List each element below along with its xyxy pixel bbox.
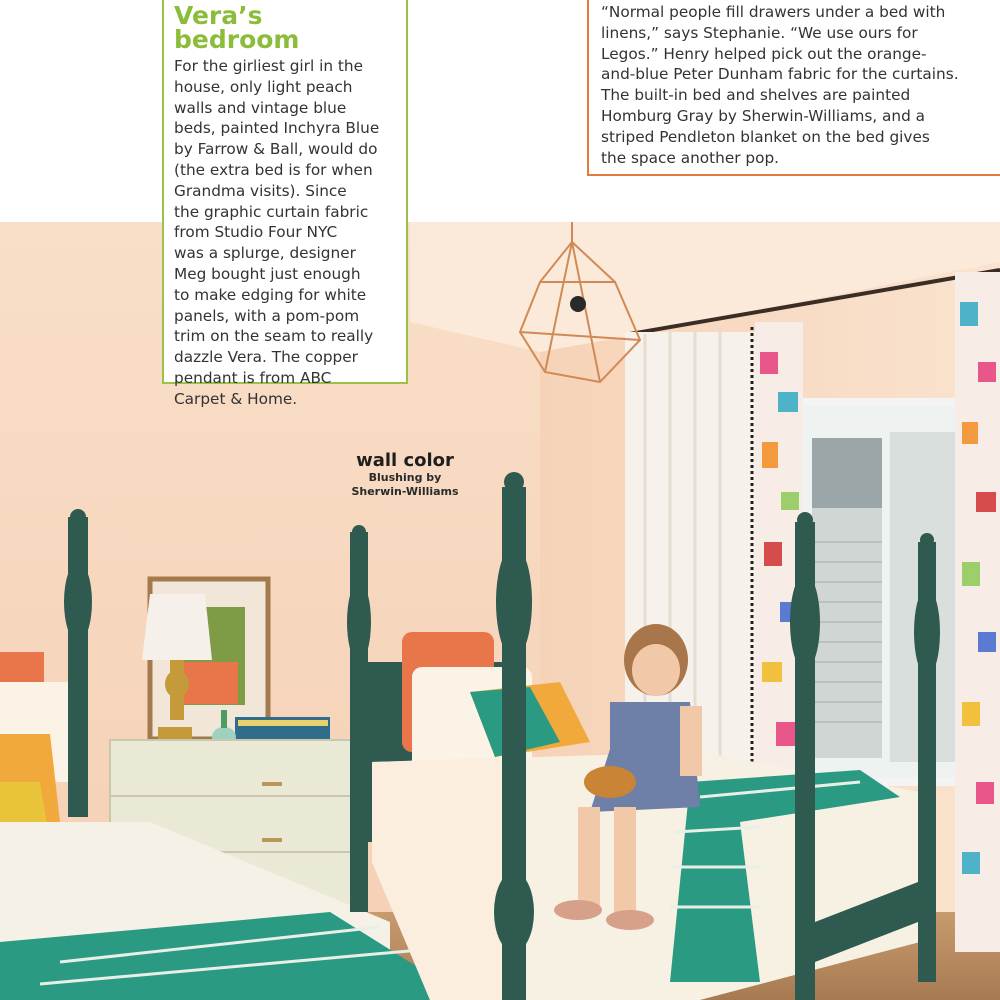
body-line: was a splurge, designer: [174, 244, 356, 263]
body-line: For the girliest girl in the: [174, 57, 363, 75]
body-line: to make edging for white: [174, 285, 367, 304]
body-line: Legos.” Henry helped pick out the orange-: [601, 44, 927, 63]
body-line: and-blue Peter Dunham fabric for the curtains.: [601, 65, 959, 84]
body-line: panels, with a pom-pom: [174, 306, 360, 325]
body-line: from Studio Four NYC: [174, 223, 338, 242]
body-line: Homburg Gray by Sherwin-Williams, and a: [601, 106, 926, 125]
bedroom-photo: [0, 222, 1000, 1000]
body-line: linens,” says Stephanie. “We use ours for: [601, 23, 918, 42]
henry-room-sidebar: [587, 0, 1000, 176]
wall-color-title: wall color: [356, 450, 454, 471]
sidebar-body: [174, 56, 396, 410]
body-line: by Farrow & Ball, would do: [174, 140, 378, 159]
body-line: pendant is from ABC: [174, 368, 332, 387]
sidebar-heading: Vera’s bedroom: [174, 1, 300, 54]
wall-color-brand: Sherwin-Williams: [351, 485, 459, 498]
body-line: the graphic curtain fabric: [174, 202, 369, 221]
body-line: house, only light peach: [174, 77, 353, 96]
body-line: striped Pendleton blanket on the bed gives: [601, 127, 930, 146]
body-line: trim on the seam to really: [174, 327, 374, 346]
body-line: Carpet & Home.: [174, 389, 298, 408]
sidebar-body: [601, 2, 992, 168]
vera-bedroom-sidebar: [162, 0, 408, 408]
body-line: walls and vintage blue: [174, 98, 347, 117]
body-line: beds, painted Inchyra Blue: [174, 119, 380, 138]
body-line: dazzle Vera. The copper: [174, 348, 358, 367]
body-line: the space another pop.: [601, 148, 780, 167]
body-line: (the extra bed is for when: [174, 160, 373, 179]
body-line: Grandma visits). Since: [174, 181, 347, 200]
body-line: Meg bought just enough: [174, 264, 361, 283]
wall-color-name: Blushing by: [368, 471, 442, 484]
bedroom-illustration: [0, 222, 1000, 1000]
wall-color-callout: [338, 451, 472, 499]
body-line: “Normal people fill drawers under a bed with: [601, 3, 946, 21]
body-line: The built-in bed and shelves are painted: [601, 86, 911, 105]
window-icon: [800, 402, 970, 782]
